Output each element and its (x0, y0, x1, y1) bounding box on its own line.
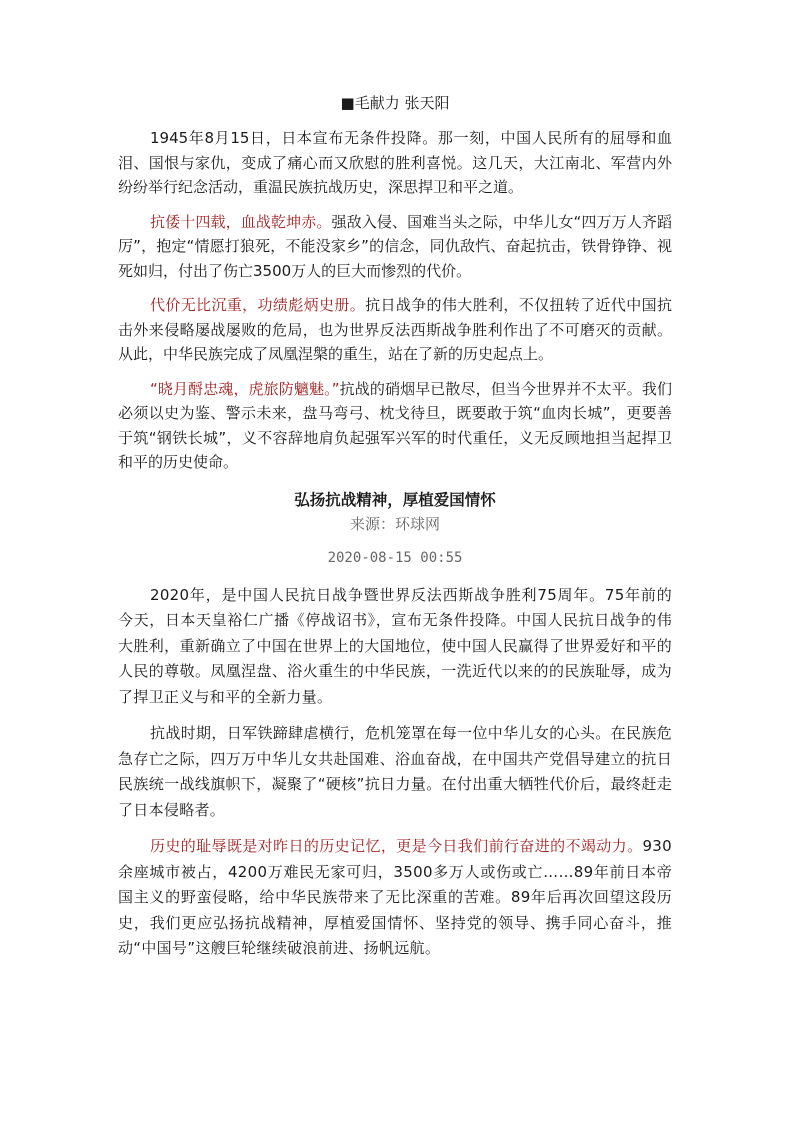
paragraph-body: 抗战的硝烟早已散尽，但当今世界并不太平。我们必须以史为鉴、警示未来，盘马弯弓、枕戈待旦，既要敢于筑“血肉长城”，更要善于筑“钢铁长城”，义不容辞地肩负起强军兴军的时代重任，义无反顾地担当起捍卫和平的历史使命。 (118, 379, 672, 471)
paragraph-body: 抗日战争的伟大胜利，不仅扭转了近代中国抗击外来侵略屡战屡败的危局，也为世界反法西斯战争胜利作出了不可磨灭的贡献。从此，中华民族完成了凤凰涅槃的重生，站在了新的历史起点上。 (118, 296, 672, 363)
paragraph-lead: 抗倭十四载，血战乾坤赤。 (150, 212, 332, 231)
article2-datetime: 2020-08-15 00:55 (327, 549, 463, 566)
article2-paragraph-3 (118, 834, 672, 962)
document-page (118, 92, 672, 973)
paragraph-body: 930余座城市被占，4200万难民无家可归，3500多万人或伤或亡……89年前日本帝国主义的野蛮侵略，给中华民族带来了无比深重的苦难。89年后再次回望这段历史，我们更应弘扬抗战精神，厚植爱国情怀、坚持党的领导、携手同心奋斗，推动“中国号”这艘巨轮继续破浪前进、扬帆远航。 (118, 837, 672, 957)
paragraph-lead: “晓月酹忠魂，虎旅防魑魅。” (150, 379, 340, 398)
byline: ■毛献力 张天阳 (340, 94, 450, 112)
paragraph-lead: 代价无比沉重，功绩彪炳史册。 (150, 296, 366, 314)
article1-paragraph-2 (118, 210, 672, 284)
paragraph-body: 强敌入侵、国难当头之际，中华儿女“四万万人齐蹈厉”，抱定“情愿打狼死，不能没家乡”的信念，同仇敌忾、奋起抗击，铁骨铮铮、视死如归，付出了伤亡3500万人的巨大而惨烈的代价。 (118, 212, 672, 280)
article1-paragraph-4 (118, 377, 672, 475)
article1-paragraph-3 (118, 293, 672, 367)
article2-paragraph-2: 抗战时期，日军铁蹄肆虐横行，危机笼罩在每一位中华儿女的心头。在民族危急存亡之际，四万万中华儿女共赴国难、浴血奋战，在中国共产党倡导建立的抗日民族统一战线旗帜下，凝聚了“硬核”抗日力量。在付出重大牺牲代价后，最终赶走了日本侵略者。 (118, 724, 672, 819)
article2-headline: 弘扬抗战精神，厚植爱国情怀 (294, 490, 496, 509)
article1-paragraph-1: 1945年8月15日，日本宣布无条件投降。那一刻，中国人民所有的屈辱和血泪、国恨与家仇，变成了痛心而又欣慰的胜利喜悦。这几天，大江南北、军营内外纷纷举行纪念活动，重温民族抗战历史，深思捍卫和平之道。 (118, 129, 672, 196)
paragraph-lead: 历史的耻辱既是对昨日的历史记忆，更是今日我们前行奋进的不竭动力。 (150, 837, 643, 855)
article2-paragraph-1: 2020年，是中国人民抗日战争暨世界反法西斯战争胜利75周年。75年前的今天，日本天皇裕仁广播《停战诏书》，宣布无条件投降。中国人民抗日战争的伟大胜利，重新确立了中国在世界上的大国地位，使中国人民赢得了世界爱好和平的人民的尊敬。凤凰涅盘、浴火重生的中华民族，一洗近代以来的的民族耻辱，成为了捍卫正义与和平的全新力量。 (118, 585, 672, 706)
article2-source: 来源：环球网 (349, 514, 440, 533)
